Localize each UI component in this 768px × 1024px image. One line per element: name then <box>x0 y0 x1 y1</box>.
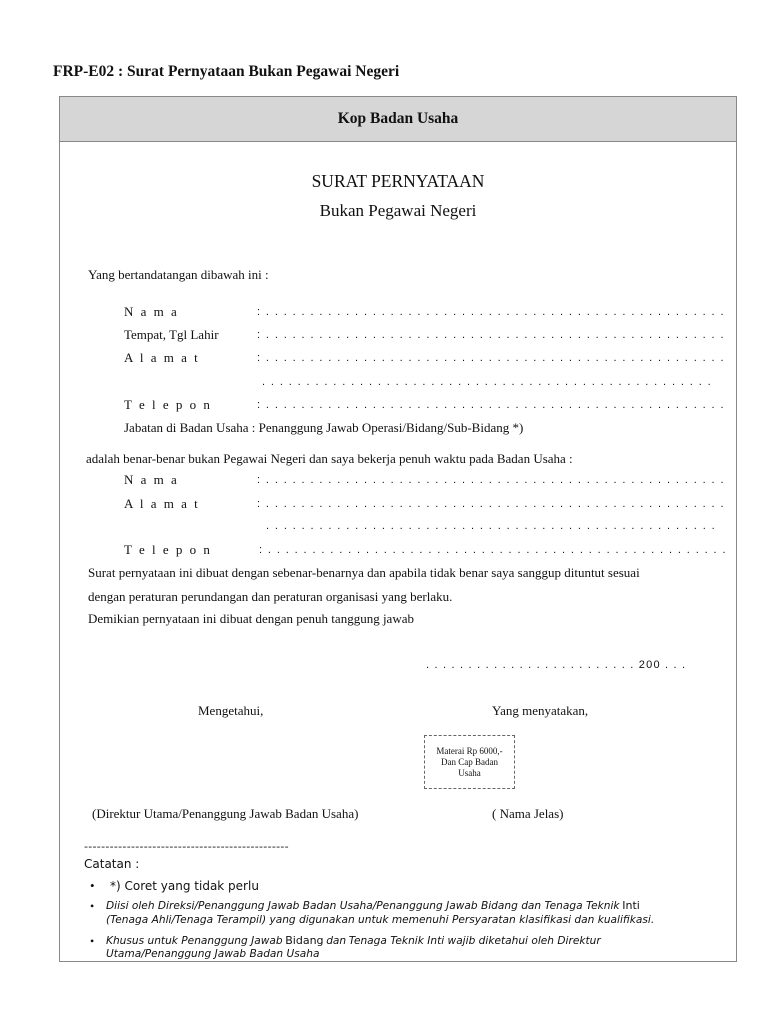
note-3-part-a: Khusus untuk Penanggung Jawab <box>106 935 283 947</box>
notes-label: Catatan : <box>84 857 140 871</box>
company-blank-address[interactable]: : . . . . . . . . . . . . . . . . . . . . . . . . . . . . . . . . . . . . . . . . . . . . . . . . . . . . <box>257 498 725 510</box>
statement-subtitle: Bukan Pegawai Negeri <box>319 201 477 220</box>
note-3-part-b: Bidang <box>285 934 324 947</box>
stamp-box <box>424 735 515 789</box>
stamp-line-3: Usaha <box>458 768 481 778</box>
company-label-address: A l a m a t <box>124 496 200 511</box>
company-blank-phone[interactable]: : . . . . . . . . . . . . . . . . . . . . . . . . . . . . . . . . . . . . . . . . . . . . . . . . . . . . <box>259 544 727 556</box>
acknowledged-label: Mengetahui, <box>198 703 264 718</box>
field-blank-phone[interactable]: : . . . . . . . . . . . . . . . . . . . . . . . . . . . . . . . . . . . . . . . . . . . . . . . . . . . . <box>257 399 725 411</box>
notes-separator: ------------------------------------------------ <box>84 840 289 853</box>
bullet-icon: • <box>90 878 95 893</box>
note-3-part-d: Tenaga Teknik Inti wajib diketahui oleh Direktur <box>348 935 601 947</box>
bullet-icon: • <box>90 934 95 948</box>
note-3-line-1 <box>106 934 601 947</box>
statement-title: SURAT PERNYATAAN <box>311 171 485 191</box>
company-blank-address-cont[interactable]: . . . . . . . . . . . . . . . . . . . . . . . . . . . . . . . . . . . . . . . . . . . . . . . . . . . <box>266 520 717 532</box>
field-label-address: A l a m a t <box>124 350 200 365</box>
field-label-phone: T e l e p o n <box>124 397 212 412</box>
stamp-line-2: Dan Cap Badan <box>441 757 498 767</box>
field-blank-name[interactable]: : . . . . . . . . . . . . . . . . . . . . . . . . . . . . . . . . . . . . . . . . . . . . . . . . . . . . <box>257 306 725 318</box>
closing-line-2: dengan peraturan perundangan dan peraturan organisasi yang berlaku. <box>88 589 453 604</box>
field-blank-address-cont[interactable]: . . . . . . . . . . . . . . . . . . . . . . . . . . . . . . . . . . . . . . . . . . . . . . . . . . . <box>262 376 713 388</box>
field-label-birth: Tempat, Tgl Lahir <box>124 327 219 342</box>
statement-text: adalah benar-benar bukan Pegawai Negeri dan saya bekerja penuh waktu pada Badan Usaha : <box>86 451 573 466</box>
date-line[interactable]: . . . . . . . . . . . . . . . . . . . . . . . . . 200 . . . <box>426 659 687 671</box>
note-2-line-1 <box>106 899 640 912</box>
company-label-name: N a m a <box>124 472 179 487</box>
letterhead-label: Kop Badan Usaha <box>337 110 459 127</box>
note-2-plain: Inti <box>622 899 640 912</box>
letterhead-band <box>60 97 736 142</box>
intro-text: Yang bertandatangan dibawah ini : <box>88 267 269 282</box>
field-label-name: N a m a <box>124 304 179 319</box>
company-blank-name[interactable]: : . . . . . . . . . . . . . . . . . . . . . . . . . . . . . . . . . . . . . . . . . . . . . . . . . . . . <box>257 474 725 486</box>
field-blank-address[interactable]: : . . . . . . . . . . . . . . . . . . . . . . . . . . . . . . . . . . . . . . . . . . . . . . . . . . . . <box>257 352 725 364</box>
signature-right-caption: ( Nama Jelas) <box>492 806 564 821</box>
bullet-icon: • <box>90 899 95 913</box>
company-label-phone: T e l e p o n <box>124 542 212 557</box>
declarer-label: Yang menyatakan, <box>492 703 589 718</box>
note-3-part-c: dan <box>326 935 347 947</box>
note-3-line-2: Utama/Penanggung Jawab Badan Usaha <box>106 948 320 960</box>
note-2-italic: Diisi oleh Direksi/Penanggung Jawab Badan Usaha/Penanggung Jawab Bidang dan Tenaga Teknik <box>106 900 620 912</box>
position-line: Jabatan di Badan Usaha : Penanggung Jawab Operasi/Bidang/Sub-Bidang *) <box>124 420 524 435</box>
note-2-line-2: (Tenaga Ahli/Tenaga Terampil) yang digunakan untuk memenuhi Persyaratan klasifikasi dan kualifikasi. <box>106 914 655 926</box>
signature-left-caption: (Direktur Utama/Penanggung Jawab Badan Usaha) <box>92 806 359 821</box>
field-blank-birth[interactable]: : . . . . . . . . . . . . . . . . . . . . . . . . . . . . . . . . . . . . . . . . . . . . . . . . . . . . <box>257 329 725 341</box>
closing-line-3: Demikian pernyataan ini dibuat dengan penuh tanggung jawab <box>88 611 414 626</box>
document-code-title: FRP-E02 : Surat Pernyataan Bukan Pegawai Negeri <box>53 63 400 80</box>
stamp-line-1: Materai Rp 6000,- <box>436 746 503 756</box>
note-1: *) Coret yang tidak perlu <box>110 879 259 893</box>
closing-line-1: Surat pernyataan ini dibuat dengan sebenar-benarnya dan apabila tidak benar saya sanggup dituntut sesuai <box>88 565 640 580</box>
